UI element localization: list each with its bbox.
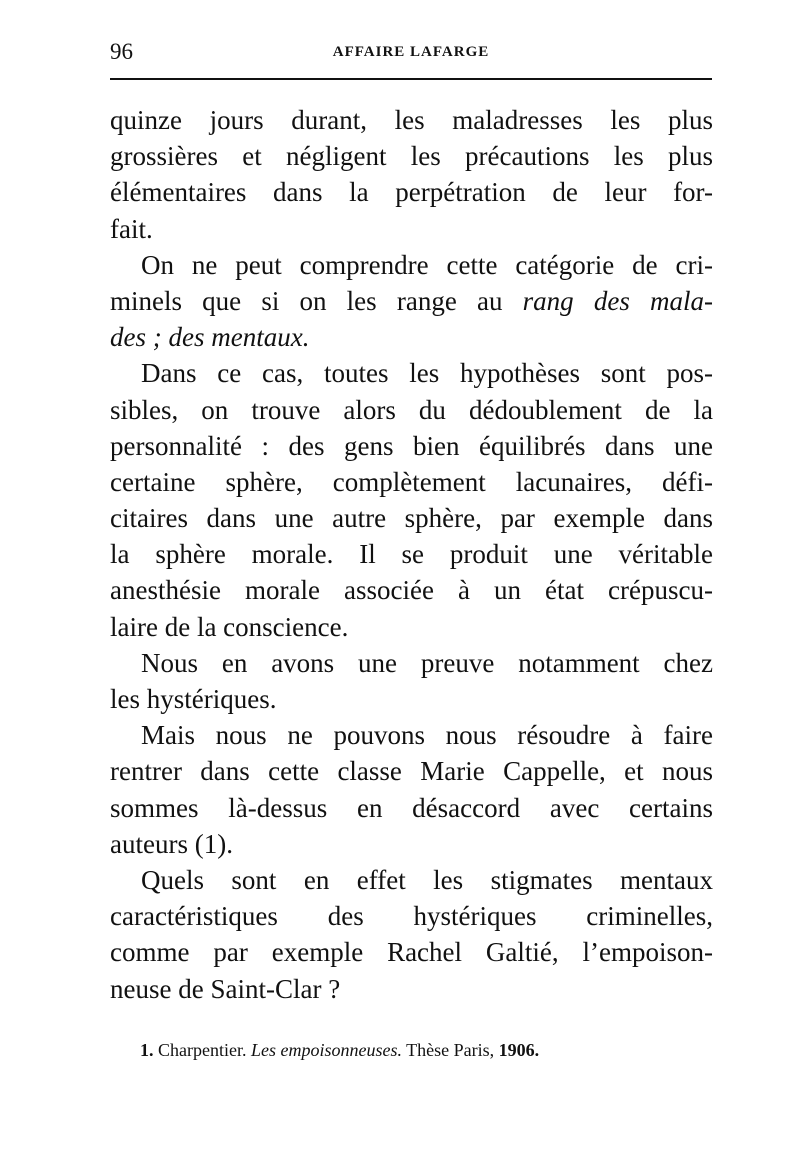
text-line: comme par exemple Rachel Galtié, l’empoison- xyxy=(110,937,713,968)
text-line: anesthésie morale associée à un état crépuscu- xyxy=(110,575,713,606)
text-line: grossières et négligent les précautions les plus xyxy=(110,141,713,172)
text-line: citaires dans une autre sphère, par exemple dans xyxy=(110,503,713,534)
text-line: auteurs (1). xyxy=(110,828,233,859)
text-line: les hystériques. xyxy=(110,684,277,714)
footnote-number: 1. xyxy=(140,1040,154,1060)
text-line: Mais nous ne pouvons nous résoudre à faire xyxy=(141,720,713,751)
text-line: sommes là-dessus en désaccord avec certains xyxy=(110,792,713,823)
footnote-title: Les empoisonneuses. xyxy=(250,1040,402,1060)
text-line: Quels sont en effet les stigmates mentaux xyxy=(141,864,713,895)
text-line: la sphère morale. Il se produit une véritable xyxy=(110,539,713,570)
footnote xyxy=(140,1038,700,1062)
footnote-author: Charpentier. xyxy=(158,1040,247,1060)
running-title: AFFAIRE LAFARGE xyxy=(332,44,490,60)
italic-segment: rang des mala- xyxy=(522,285,713,316)
text-line: Nous en avons une preuve notamment chez xyxy=(141,647,713,678)
footnote-year: 1906. xyxy=(498,1040,540,1060)
footnote-rest: Thèse Paris, xyxy=(406,1040,495,1060)
page-header xyxy=(110,38,712,70)
text-line: fait. xyxy=(110,213,153,244)
text-line: certaine sphère, complètement lacunaires, défi- xyxy=(110,466,713,497)
text-line: laire de la conscience. xyxy=(110,611,349,642)
text-line: rentrer dans cette classe Marie Cappelle, et nous xyxy=(110,756,713,787)
text-line-mixed xyxy=(110,283,713,319)
text-line: élémentaires dans la perpétration de leur for- xyxy=(110,177,713,208)
body-text xyxy=(110,102,713,1007)
text-segment: minels que si on les range au xyxy=(110,285,503,316)
text-line: personnalité : des gens bien équilibrés dans une xyxy=(110,430,713,461)
text-line-italic: des ; des mentaux. xyxy=(110,322,310,353)
text-line: quinze jours durant, les maladresses les plus xyxy=(110,105,713,135)
text-line: On ne peut comprendre cette catégorie de cri- xyxy=(141,249,713,280)
text-line: neuse de Saint-Clar ? xyxy=(110,973,341,1004)
page-number: 96 xyxy=(110,39,133,64)
text-line: Dans ce cas, toutes les hypothèses sont pos- xyxy=(141,358,713,389)
header-rule xyxy=(110,78,712,80)
text-line: caractéristiques des hystériques criminelles, xyxy=(110,901,713,932)
text-line: sibles, on trouve alors du dédoublement de la xyxy=(110,394,713,425)
